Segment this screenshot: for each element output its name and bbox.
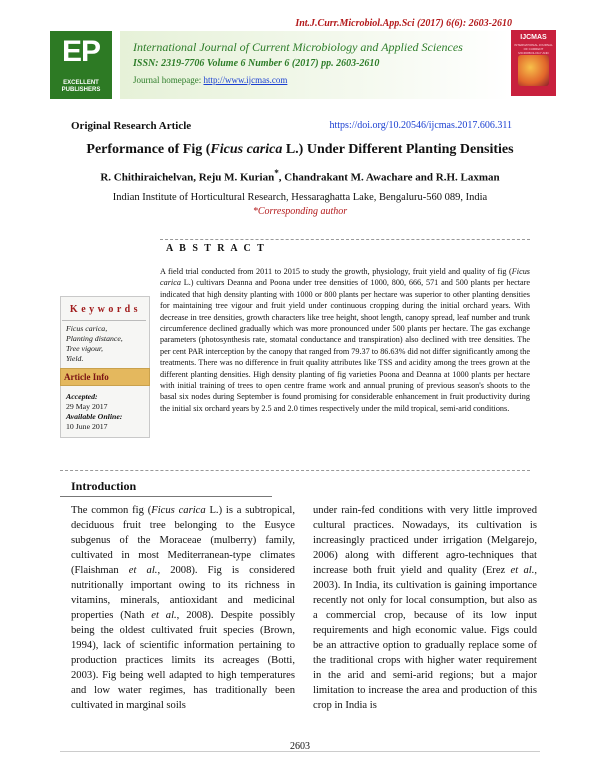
body-column-right (313, 503, 537, 713)
corresponding-mark: * (274, 168, 279, 178)
cover-title: IJCMAS (520, 34, 547, 41)
body-text: , 2003). In India, its cultivation is gaining importance recently not only for local consumption, but also as a commercial crop, because of its low input requirements and high economic value. Figs could be an attractive option to gradually replace some of the traditional crops with higher water requirement in the arid and semi-arid regions; but a major limitation to increase the area and production of this crop in India is (313, 565, 537, 711)
body-text: under rain-fed conditions with very little improved cultural practices. Nowadays, its cultivation is increasingly practiced under irrigation (Melgarejo, 2006) along with different agro-techniques that increase both fruit yield and quality (Erez (313, 505, 537, 576)
abstract-heading: A B S T R A C T (166, 243, 266, 254)
page-number: 2603 (290, 741, 310, 752)
logo-caption: EXCELLENT PUBLISHERS (61, 80, 101, 93)
accepted-label: Accepted: (66, 392, 98, 401)
article-type: Original Research Article (71, 120, 192, 132)
keyword-item: Yield. (66, 354, 84, 363)
cover-art-image (518, 55, 549, 86)
authors-part: , Chandrakant M. Awachare and R.H. Laxman (278, 171, 500, 184)
title-part: L.) Under Different Planting Densities (282, 142, 514, 157)
journal-cover-thumbnail (511, 30, 556, 96)
authors-part: R. Chithiraichelvan, Reju M. Kurian (100, 171, 275, 184)
keyword-item: Ficus carica, (66, 324, 108, 333)
footer-rule (60, 751, 540, 752)
article-info-heading: Article Info (64, 372, 109, 382)
title-species: Ficus carica (210, 142, 283, 157)
body-italic: et al. (510, 565, 535, 576)
available-label: Available Online: (66, 412, 123, 421)
corresponding-author-note: *Corresponding author (252, 206, 348, 217)
keywords-divider (62, 320, 146, 321)
body-text: , 2008). Despite possibly being the oldest cultivated fruit species (Brown, 1994), lack of scientific information pertaining to production practices limits its acreages (Botti, 2003). Fig being well adapted to high temperatures and low water regimes, has traditionally been cultivated in marginal soils (71, 610, 296, 711)
homepage-link[interactable]: http://www.ijcmas.com (203, 75, 288, 85)
journal-name: International Journal of Current Microbiology and Applied Sciences (133, 40, 463, 54)
body-italic: et al. (128, 565, 158, 576)
cover-subtitle: INTERNATIONAL JOURNAL OF CURRENT MICROBIOLOGY AND (514, 43, 553, 55)
body-text: L.) is a subtropical, deciduous fruit tree belonging to the Eusyce subgenus of the Moraceae (mulberry) family, cultivated in most Mediterranean-type climates (Flaishman (71, 505, 295, 576)
abstract-bottom-divider (60, 470, 530, 471)
abstract-part: A field trial conducted from 2011 to 2015 to study the growth, physiology, fruit yield and quality of fig ( (160, 267, 512, 276)
affiliation: Indian Institute of Horticultural Research, Hessaraghatta Lake, Bengaluru-560 089, India (112, 192, 488, 203)
section-heading-rule (60, 496, 272, 497)
keyword-item: Tree vigour, (66, 344, 103, 353)
homepage-label: Journal homepage: (133, 75, 204, 85)
body-text: , 2008). Fig is considered nutritionally important owing to its richness in vitamins, minerals, antioxidant and medicinal properties (Nath (71, 565, 295, 621)
abstract-species: Ficus carica (160, 267, 530, 288)
body-text: The common fig ( (71, 505, 152, 516)
keyword-item: Planting distance, (66, 334, 123, 343)
abstract-part: L.) cultivars Deanna and Poona under tree densities of 1000, 800, 666, 571 and 500 plants per hectare indicated that high density planting with 1000 or 800 plants per hectare was superior to other planting densities for maintaining tree vigour and fruit yield under continuous cropping during the initial orchard years. With decrease in tree densities, growth characters like tree height, shoot length, canopy spread, leaf number and trunk circumference declined gradually which was more pronounced under 500 plants per hectare. The gas exchange parameters (photosynthesis rate, stomatal conductance and transpiration) also declined with tree densities. The per cent PAR interception by the canopy that ranged from 79.37 to 86.63% did not differ significantly among the treatments. There was no difference in fruit quality attributes like TSS and acidity among the trees grown at the different planting densities. High density planting of fig varieties Poona and Deanna at 1000 plants per hectare with initial training of trees to open centre frame work and annual pruning of previous season's shoots to the basal six nodes during September is found promising for considerable enhancement in fruit productivity during the initial six orchard years by 2.5 and 2.0 times respectively under the mild tropical, semi-arid conditions. (160, 278, 530, 413)
available-date: 10 June 2017 (66, 422, 108, 431)
title-part: Performance of Fig ( (86, 142, 211, 157)
doi-link[interactable]: https://doi.org/10.20546/ijcmas.2017.606.311 (329, 120, 512, 131)
paper-title (0, 142, 600, 158)
keywords-list (66, 324, 148, 364)
accepted-date: 29 May 2017 (66, 402, 108, 411)
publisher-logo (50, 31, 112, 99)
logo-letters: EP (61, 35, 101, 68)
keywords-heading: K e y w o r d s (69, 304, 139, 315)
journal-citation: Int.J.Curr.Microbiol.App.Sci (2017) 6(6): 2603-2610 (295, 18, 512, 29)
body-italic: Ficus carica (151, 505, 206, 516)
article-dates (66, 392, 150, 432)
author-list (0, 168, 600, 184)
body-column-left (71, 503, 295, 713)
body-italic: et al. (151, 610, 177, 621)
journal-issn: ISSN: 2319-7706 Volume 6 Number 6 (2017) pp. 2603-2610 (133, 58, 380, 69)
abstract-text (160, 266, 530, 414)
section-heading-introduction: Introduction (71, 479, 137, 493)
journal-homepage (133, 75, 287, 85)
